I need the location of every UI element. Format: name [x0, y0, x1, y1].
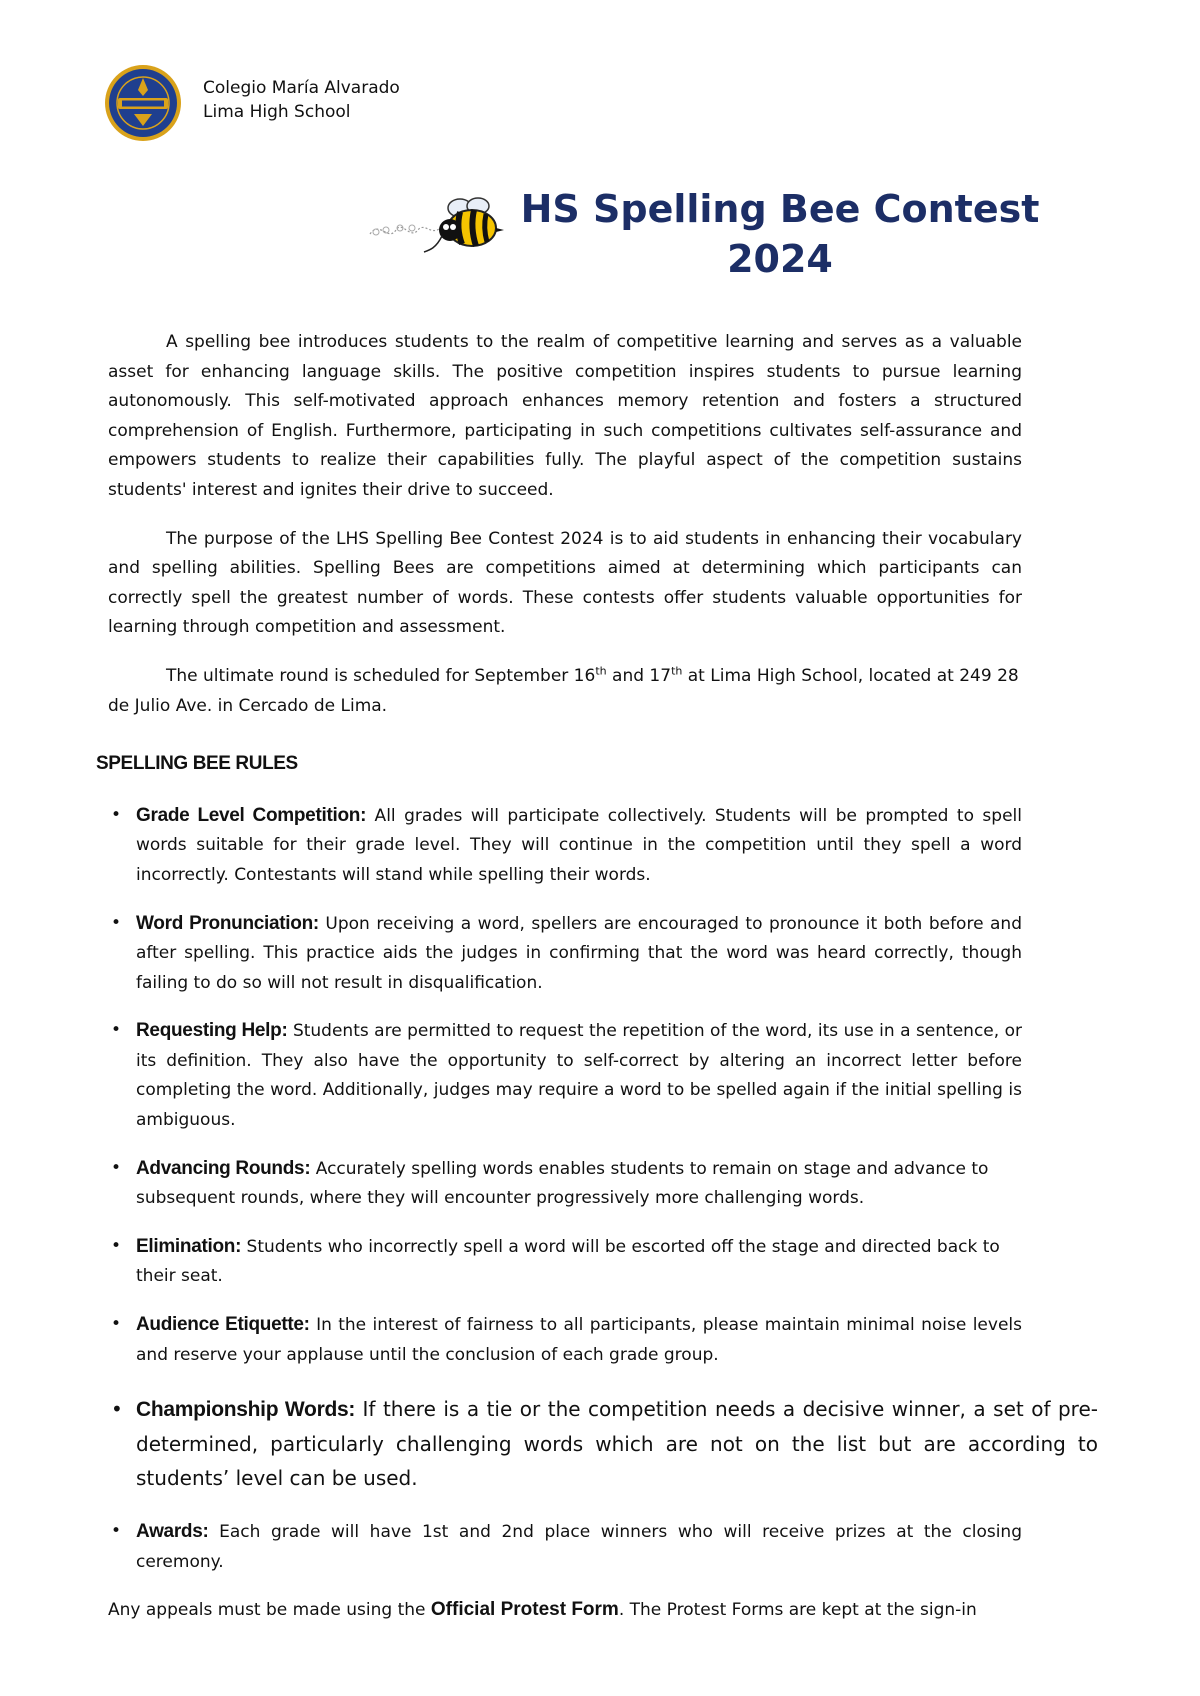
bullet-icon: •	[111, 804, 122, 825]
rules-list	[108, 801, 1098, 1578]
rule-term: Advancing Rounds:	[136, 1157, 311, 1179]
rule-term: Elimination:	[136, 1235, 242, 1257]
bullet-icon: •	[111, 1521, 122, 1542]
school-name: Colegio María Alvarado	[203, 78, 400, 98]
final-round-paragraph	[108, 662, 1022, 721]
document-title	[500, 184, 1060, 284]
rule-term: Grade Level Competition:	[136, 804, 367, 826]
final-round-text-2: and 17	[606, 665, 672, 686]
rule-text: Upon receiving a word, spellers are encouraged to pronounce it both before and after spelling. This practice aids the judges in confirming that the word was heard correctly, though failing to do so will not result in disqualification.	[136, 913, 1023, 993]
rule-term: Awards:	[136, 1521, 209, 1543]
school-header	[203, 76, 400, 124]
rule-text: Accurately spelling words enables students to remain on stage and advance to subsequent rounds, where they will encounter progressively more challenging words.	[136, 1158, 989, 1209]
list-item	[108, 1392, 1098, 1495]
final-round-text-3: at Lima High School, located at 249 28 de Julio Ave. in Cercado de Lima.	[108, 665, 1019, 716]
list-item	[108, 909, 1022, 999]
list-item	[108, 1517, 1022, 1577]
list-item	[108, 1310, 1022, 1370]
bullet-icon: •	[111, 1314, 122, 1335]
rule-text: Students who incorrectly spell a word will be escorted off the stage and directed back to their seat.	[136, 1236, 1000, 1287]
appeal-paragraph	[108, 1595, 1022, 1626]
bee-icon	[366, 190, 514, 262]
school-crest-logo	[104, 64, 182, 142]
document-body	[96, 328, 1098, 1626]
rule-term: Audience Etiquette:	[136, 1314, 310, 1336]
bullet-icon: •	[111, 1397, 123, 1422]
protest-form-label: Official Protest Form	[430, 1599, 619, 1621]
list-item	[108, 801, 1022, 891]
rule-term: Requesting Help:	[136, 1020, 288, 1042]
school-subtitle: Lima High School	[203, 102, 351, 122]
ordinal-suffix-2: th	[671, 664, 683, 678]
purpose-paragraph: The purpose of the LHS Spelling Bee Contest 2024 is to aid students in enhancing their vocabulary and spelling abilities. Spelling Bees are competitions aimed at determining which participants can correctly spell the greatest number of words. These contests offer students valuable opportunities for learning through competition and assessment.	[108, 528, 1022, 638]
rule-text: All grades will participate collectively. Students will be prompted to spell words suitable for their grade level. They will continue in the competition until they spell a word incorrectly. Contestants will stand while spelling their words.	[136, 805, 1022, 885]
rule-text: Students are permitted to request the repetition of the word, its use in a sentence, or its definition. They also have the opportunity to self-correct by altering an incorrect letter before completing the word. Additionally, judges may require a word to be spelled again if the initial spelling is ambiguous.	[136, 1021, 1022, 1131]
bullet-icon: •	[111, 1020, 122, 1041]
appeal-prefix: Any appeals must be made using the	[108, 1600, 431, 1621]
intro-paragraph: A spelling bee introduces students to the realm of competitive learning and serves as a valuable asset for enhancing language skills. The positive competition inspires students to pursue learning autonomously. This self-motivated approach enhances memory retention and fosters a structured comprehension of English. Furthermore, participating in such competitions cultivates self-assurance and empowers students to realize their capabilities fully. The playful aspect of the competition sustains students' interest and ignites their drive to succeed.	[108, 332, 1022, 500]
ordinal-suffix-1: th	[595, 664, 607, 678]
list-item	[108, 1016, 1022, 1135]
bullet-icon: •	[111, 1157, 122, 1178]
title-line-1: HS Spelling Bee Contest	[520, 187, 1040, 231]
list-item	[108, 1154, 1022, 1214]
list-item	[108, 1232, 1022, 1292]
rules-heading: SPELLING BEE RULES	[96, 753, 298, 775]
rule-text: Each grade will have 1st and 2nd place winners who will receive prizes at the closing ceremony.	[136, 1522, 1022, 1572]
rule-text: In the interest of fairness to all participants, please maintain minimal noise levels and reserve your applause until the conclusion of each grade group.	[136, 1315, 1022, 1365]
appeal-suffix: . The Protest Forms are kept at the sign-in	[618, 1600, 977, 1621]
rule-term: Championship Words:	[136, 1398, 356, 1422]
bullet-icon: •	[111, 1235, 122, 1256]
final-round-text-1: The ultimate round is scheduled for September 16	[166, 665, 596, 686]
rule-term: Word Pronunciation:	[136, 912, 319, 934]
rule-text: If there is a tie or the competition needs a decisive winner, a set of pre-determined, particularly challenging words which are not on the list but are according to students’ level can be used.	[136, 1397, 1098, 1491]
bullet-icon: •	[111, 912, 122, 933]
title-line-2: 2024	[727, 237, 833, 281]
